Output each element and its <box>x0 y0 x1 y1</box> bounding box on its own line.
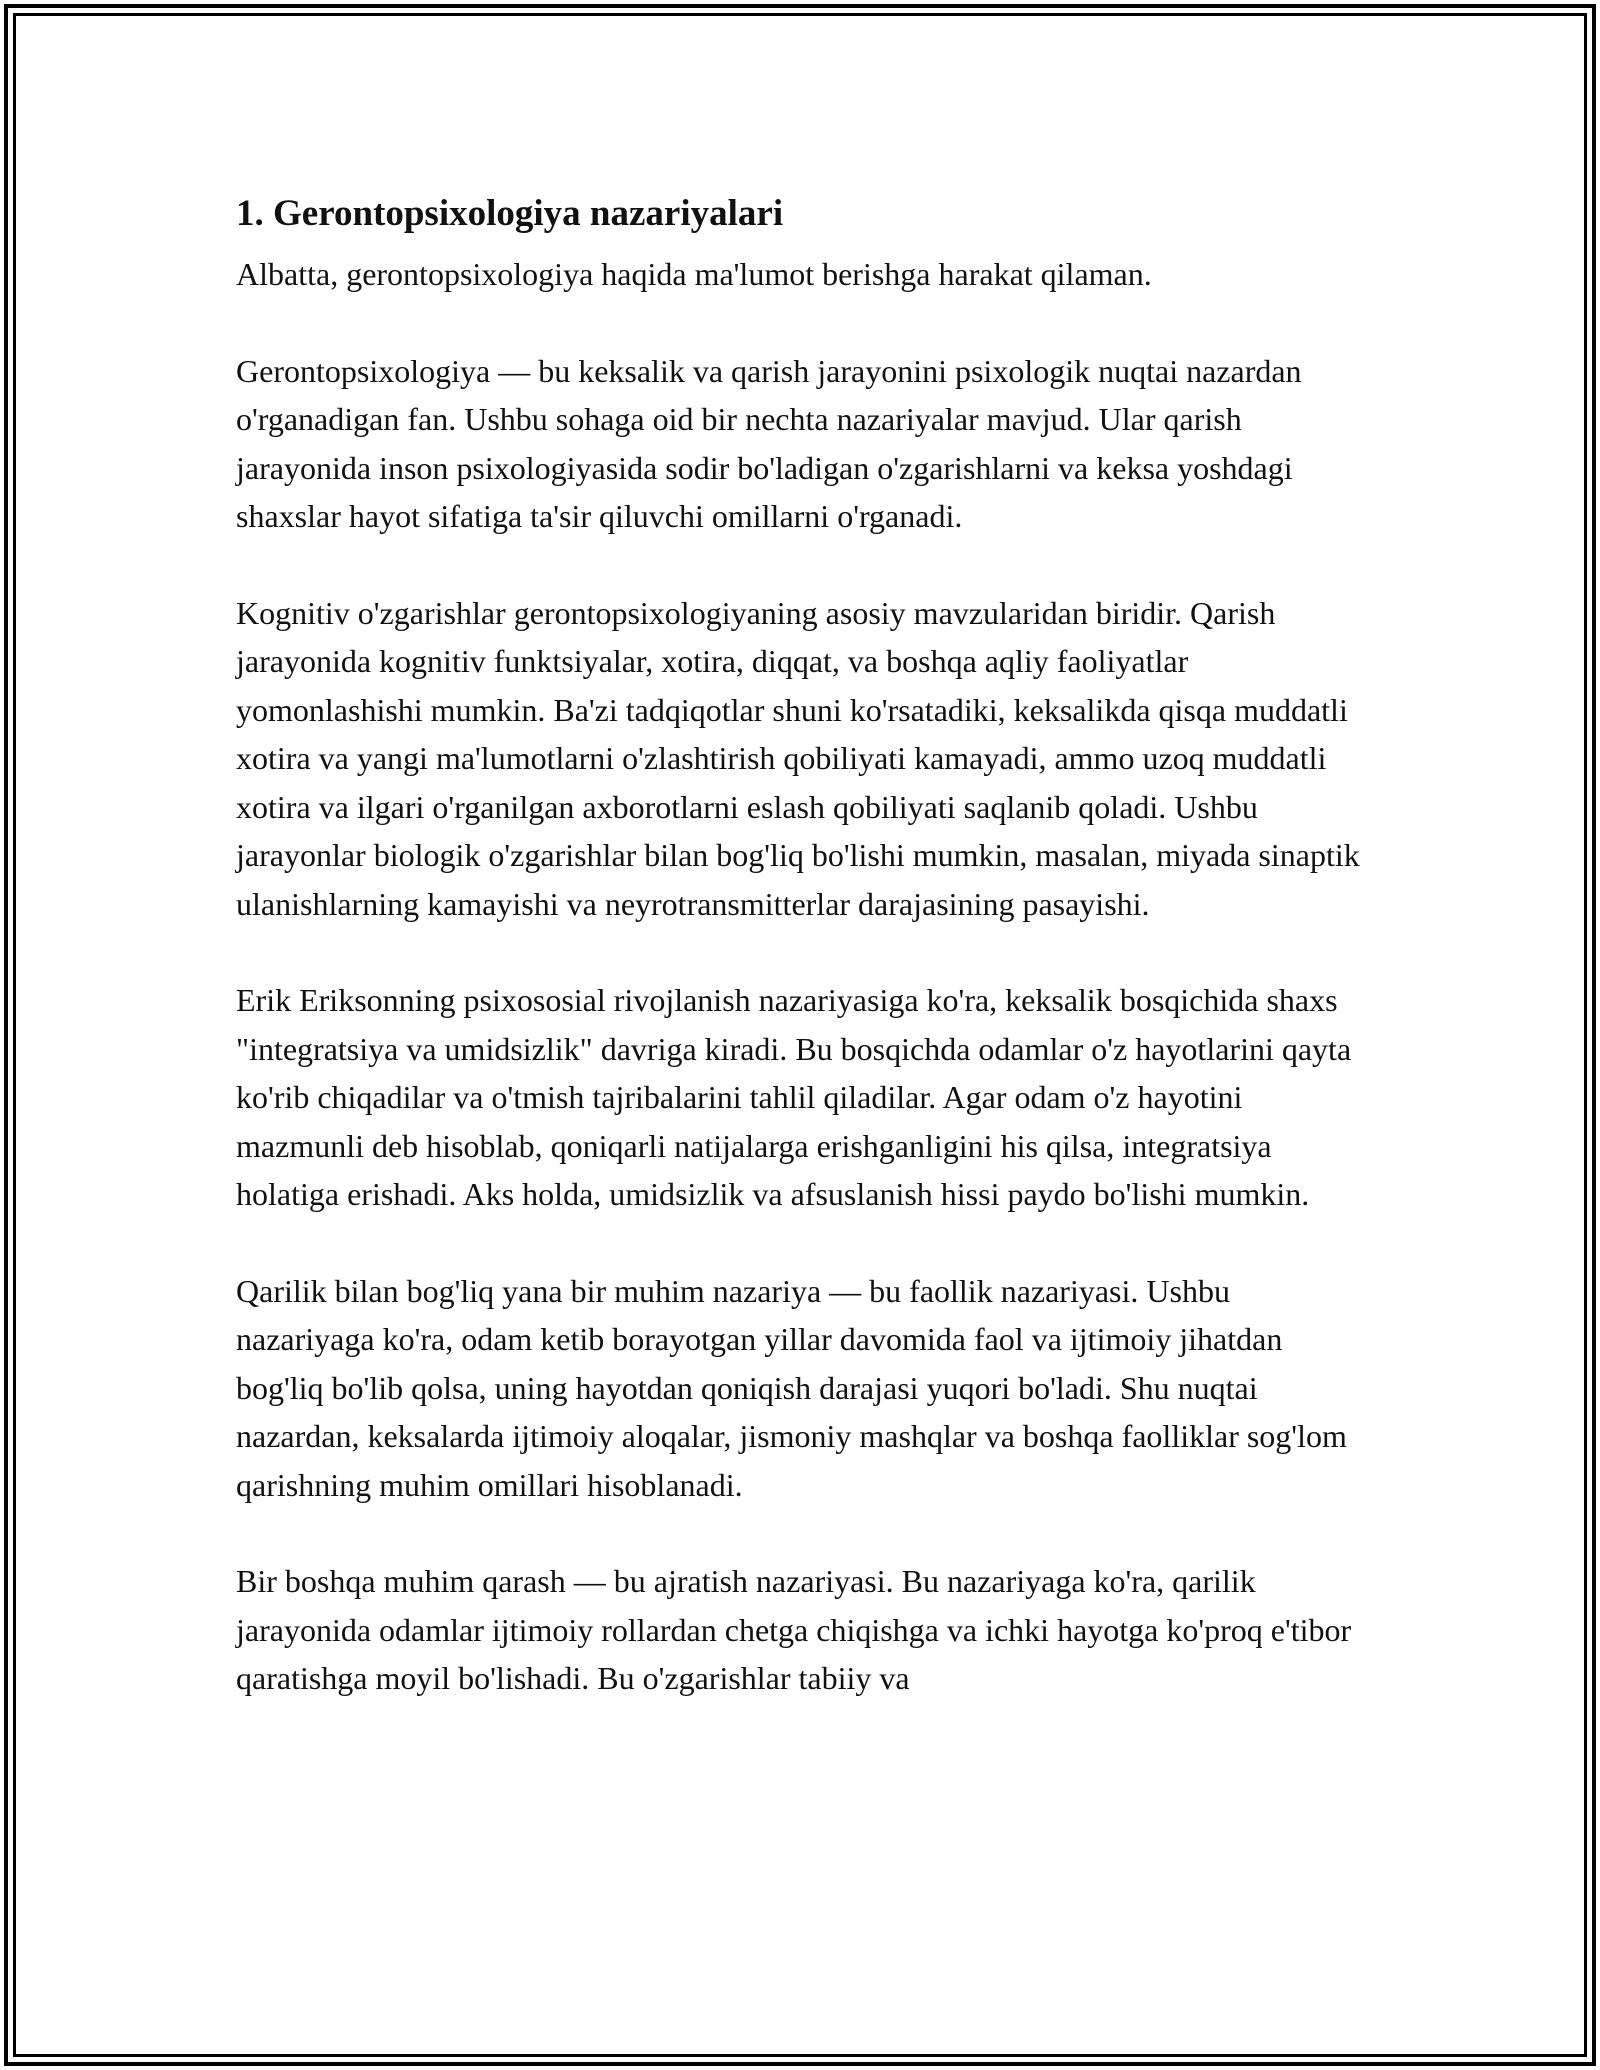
paragraph-erikson-theory: Erik Eriksonning psixososial rivojlanish nazariyasiga ko'ra, keksalik bosqichida shaxs "integratsiya va umidsizlik" davriga kiradi. Bu bosqichda odamlar o'z hayotlarini qayta ko'rib chiqadilar va o'tmish tajribalarini tahlil qiladilar. Agar odam o'z hayotini mazmunli deb hisoblab, qoniqarli natijalarga erishganligini his qilsa, integratsiya holatiga erishadi. Aks holda, umidsizlik va afsuslanish hissi paydo bo'lishi mumkin. <box>236 982 1352 1212</box>
paragraph-definition: Gerontopsixologiya — bu keksalik va qarish jarayonini psixologik nuqtai nazardan o'rganadigan fan. Ushbu sohaga oid bir nechta nazariyalar mavjud. Ular qarish jarayonida inson psixologiyasida sodir bo'ladigan o'zgarishlarni va keksa yoshdagi shaxslar hayot sifatiga ta'sir qiluvchi omillarni o'rganadi. <box>236 352 1302 534</box>
paragraph-activity-theory: Qarilik bilan bog'liq yana bir muhim nazariya — bu faollik nazariyasi. Ushbu nazariyaga ko'ra, odam ketib borayotgan yillar davomida faol va ijtimoiy jihatdan bog'liq bo'lib qolsa, uning hayotdan qoniqish darajasi yuqori bo'ladi. Shu nuqtai nazardan, keksalarda ijtimoiy aloqalar, jismoniy mashqlar va boshqa faolliklar sog'lom qarishning muhim omillari hisoblanadi. <box>236 1272 1347 1503</box>
section-heading: 1. Gerontopsixologiya nazariyalari <box>236 193 784 234</box>
document-body <box>236 186 1376 1703</box>
paragraph-intro: Albatta, gerontopsixologiya haqida ma'lumot berishga harakat qilaman. <box>236 256 1152 292</box>
paragraph-disengagement-theory: Bir boshqa muhim qarash — bu ajratish nazariyasi. Bu nazariyaga ko'ra, qarilik jarayonida odamlar ijtimoiy rollardan chetga chiqishga va ichki hayotga ko'proq e'tibor qaratishga moyil bo'lishadi. Bu o'zgarishlar tabiiy va <box>236 1563 1352 1696</box>
paragraph-cognitive-changes: Kognitiv o'zgarishlar gerontopsixologiyaning asosiy mavzularidan biridir. Qarish jarayonida kognitiv funktsiyalar, xotira, diqqat, va boshqa aqliy faoliyatlar yomonlashishi mumkin. Ba'zi tadqiqotlar shuni ko'rsatadiki, keksalikda qisqa muddatli xotira va yangi ma'lumotlarni o'zlashtirish qobiliyati kamayadi, ammo uzoq muddatli xotira va ilgari o'rganilgan axborotlarni eslash qobiliyati saqlanib qoladi. Ushbu jarayonlar biologik o'zgarishlar bilan bog'liq bo'lishi mumkin, masalan, miyada sinaptik ulanishlarning kamayishi va neyrotransmitterlar darajasining pasayishi. <box>236 594 1360 922</box>
